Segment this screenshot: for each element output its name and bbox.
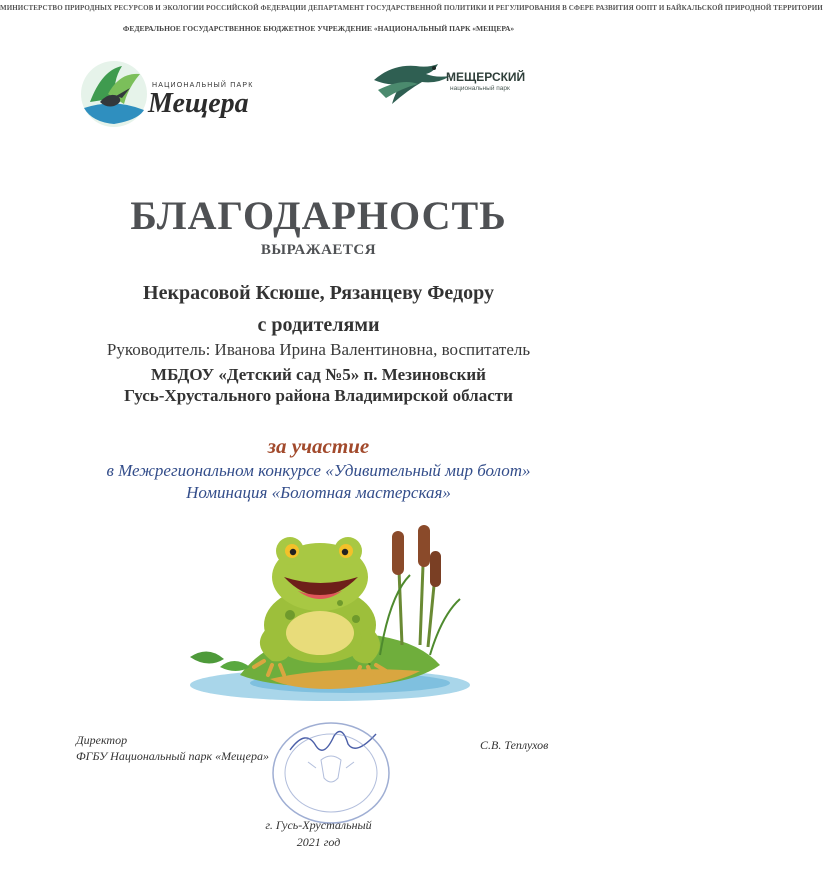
footer-year: 2021 год [296,835,341,849]
logo-meshchersky [372,60,542,108]
footer-city: г. Гусь-Хрустальный [265,818,372,832]
recipient-region: Гусь-Хрустального района Владимирской области [124,386,513,405]
header-ministry-line: МИНИСТЕРСТВО ПРИРОДНЫХ РЕСУРСОВ И ЭКОЛОГИИ РОССИЙСКОЙ ФЕДЕРАЦИИ ДЕПАРТАМЕНТ ГОСУДАРСТВЕННОЙ ПОЛИТИКИ И РЕГУЛИРОВАНИЯ В СФЕРЕ РАЗВИТИЯ ООПТ И БАЙКАЛЬСКОЙ ПРИРОДНОЙ ТЕРРИТОРИИ [0,4,823,12]
logo-left-small-text: НАЦИОНАЛЬНЫЙ ПАРК [152,82,254,89]
signer-name: С.В. Теплухов [480,738,549,752]
signer-role: Директор [76,733,128,747]
crane-bird-icon [372,60,452,108]
participation-label: за участие [267,434,370,458]
frog-illustration [180,515,480,705]
recipient-names: Некрасовой Ксюше, Рязанцеву Федору [143,282,494,304]
recipient-leader: Руководитель: Иванова Ирина Валентиновна, воспитатель [106,340,531,359]
logo-right-big-text: МЕЩЕРСКИЙ [446,70,526,84]
page-title: БЛАГОДАРНОСТЬ [130,193,507,238]
official-stamp [266,718,396,828]
recipient-with-parents: с родителями [257,314,380,336]
header-institution-line: ФЕДЕРАЛЬНОЕ ГОСУДАРСТВЕННОЕ БЮДЖЕТНОЕ УЧРЕЖДЕНИЕ «НАЦИОНАЛЬНЫЙ ПАРК «МЕЩЕРА» [122,24,515,33]
logo-right-small-text: национальный парк [450,85,510,92]
nomination-name: Номинация «Болотная мастерская» [186,483,451,502]
contest-name: в Межрегиональном конкурсе «Удивительный мир болот» [106,461,531,480]
logo-left-big-text: Мещера [148,88,249,119]
page-subtitle: ВЫРАЖАЕТСЯ [260,242,377,258]
recipient-organization: МБДОУ «Детский сад №5» п. Мезиновский [151,365,486,384]
meshchera-emblem-icon [78,58,150,130]
logo-meshchera [78,58,288,130]
signer-organization: ФГБУ Национальный парк «Мещера» [76,749,269,763]
